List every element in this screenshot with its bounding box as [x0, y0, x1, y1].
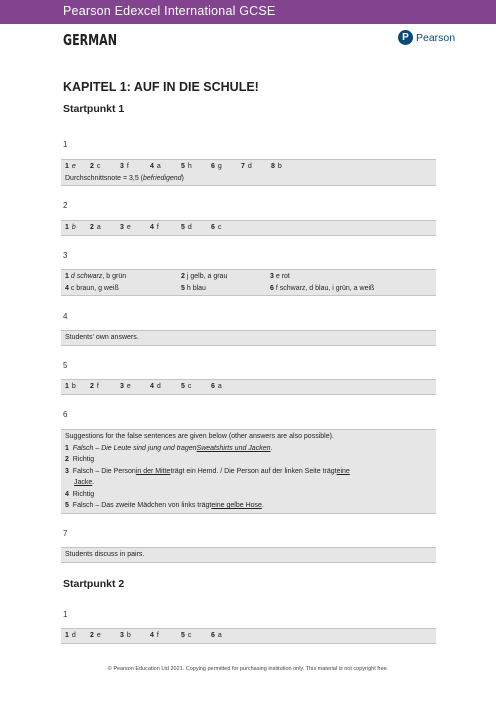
answer-item: 2 e	[90, 632, 101, 639]
answer-row	[65, 222, 432, 234]
answer-row	[65, 630, 432, 642]
answer-item: 2 c	[90, 163, 101, 170]
answer-item: 5 c	[181, 632, 192, 639]
answer-item: 5 d	[181, 224, 192, 231]
answer-box-s2-q1	[61, 628, 436, 644]
answer-item: 1 d	[65, 632, 76, 639]
pearson-logo-icon: P	[398, 30, 413, 45]
answer-item: 5 h	[181, 163, 192, 170]
answer-box-q6	[61, 429, 436, 514]
section-title: Startpunkt 2	[63, 578, 125, 590]
brand-title: Pearson Edexcel International GCSE	[63, 4, 276, 18]
answer-item: 3 e	[120, 224, 131, 231]
answer-item: 6 c	[211, 224, 222, 231]
answer-item: 5 h blau	[181, 284, 206, 292]
answer-item: 1 d schwarz, b grün	[65, 273, 127, 280]
answer-line: 3 Falsch – Die Person in der Mitte trägt ein Hemd. / Die Person auf der linken Seite trägt eine	[65, 467, 350, 475]
answer-box-q2	[61, 220, 436, 236]
answer-text: Students discuss in pairs.	[65, 551, 145, 558]
answer-item: 3 f	[120, 163, 129, 170]
pearson-logo	[398, 30, 455, 45]
answer-item: 3 b	[120, 632, 131, 639]
brand-bar	[0, 0, 496, 24]
answer-line-cont: Jacke .	[74, 479, 95, 486]
answer-line: 1 Falsch – Die Leute sind jung und tragen Sweatshirts und Jacken .	[65, 444, 273, 452]
answer-intro: Suggestions for the false sentences are given below (other answers are also possible).	[65, 433, 334, 440]
answer-row	[65, 161, 432, 173]
question-number: 2	[63, 201, 68, 210]
answer-item: 6 a	[211, 383, 222, 390]
answer-item: 8 b	[271, 163, 282, 170]
section-title: Startpunkt 1	[63, 103, 125, 115]
answer-item: 6 g	[211, 163, 222, 170]
answer-item: 4 c braun, g weiß	[65, 284, 119, 292]
answer-item: 2 j gelb, a grau	[181, 273, 228, 280]
answer-box-q7	[61, 547, 436, 563]
answer-item: 3 e rot	[270, 273, 290, 280]
answer-item: 6 f schwarz, d blau, i grün, a weiß	[270, 284, 375, 292]
answer-item: 6 a	[211, 632, 222, 639]
question-number: 4	[63, 312, 68, 321]
answer-row	[65, 381, 432, 393]
answer-item: 1 e	[65, 163, 76, 170]
pearson-logo-text: Pearson	[416, 31, 456, 44]
answer-box-q4	[61, 330, 436, 346]
answer-item: 4 a	[150, 163, 161, 170]
question-number: 6	[63, 410, 68, 419]
answer-row	[65, 271, 432, 283]
answer-box-q5	[61, 379, 436, 395]
answer-item: 7 d	[241, 163, 252, 170]
question-number: 7	[63, 529, 68, 538]
answer-item: 4 f	[150, 224, 159, 231]
answer-item: 1 b	[65, 224, 76, 231]
answer-item: 2 a	[90, 224, 101, 231]
subject-title: GERMAN	[63, 31, 118, 49]
question-number: 5	[63, 361, 68, 370]
answer-item: 4 d	[150, 383, 161, 390]
answer-text: Students’ own answers.	[65, 334, 139, 341]
answer-item: 4 f	[150, 632, 159, 639]
question-number: 3	[63, 251, 68, 260]
question-number: 1	[63, 610, 68, 619]
answer-item: 1 b	[65, 383, 76, 390]
answer-item: 3 e	[120, 383, 131, 390]
answer-line: 4 Richtig	[65, 490, 95, 498]
chapter-title: KAPITEL 1: AUF IN DIE SCHULE!	[63, 80, 259, 94]
answer-line: 5 Falsch – Das zweite Mädchen von links trägt eine gelbe Hose .	[65, 502, 264, 509]
copyright-footer: © Pearson Education Ltd 2021. Copying permitted for purchasing institution only. This material is not copyright free.	[107, 666, 389, 672]
answer-note: Durchschnittsnote = 3,5 ( befriedigend )	[65, 174, 184, 182]
answer-item: 5 c	[181, 383, 192, 390]
answer-line: 2 Richtig	[65, 456, 95, 463]
question-number: 1	[63, 140, 68, 149]
answer-row	[65, 283, 432, 295]
answer-box-q1	[61, 159, 436, 186]
answer-box-q3	[61, 269, 436, 296]
answer-item: 2 f	[90, 383, 99, 390]
